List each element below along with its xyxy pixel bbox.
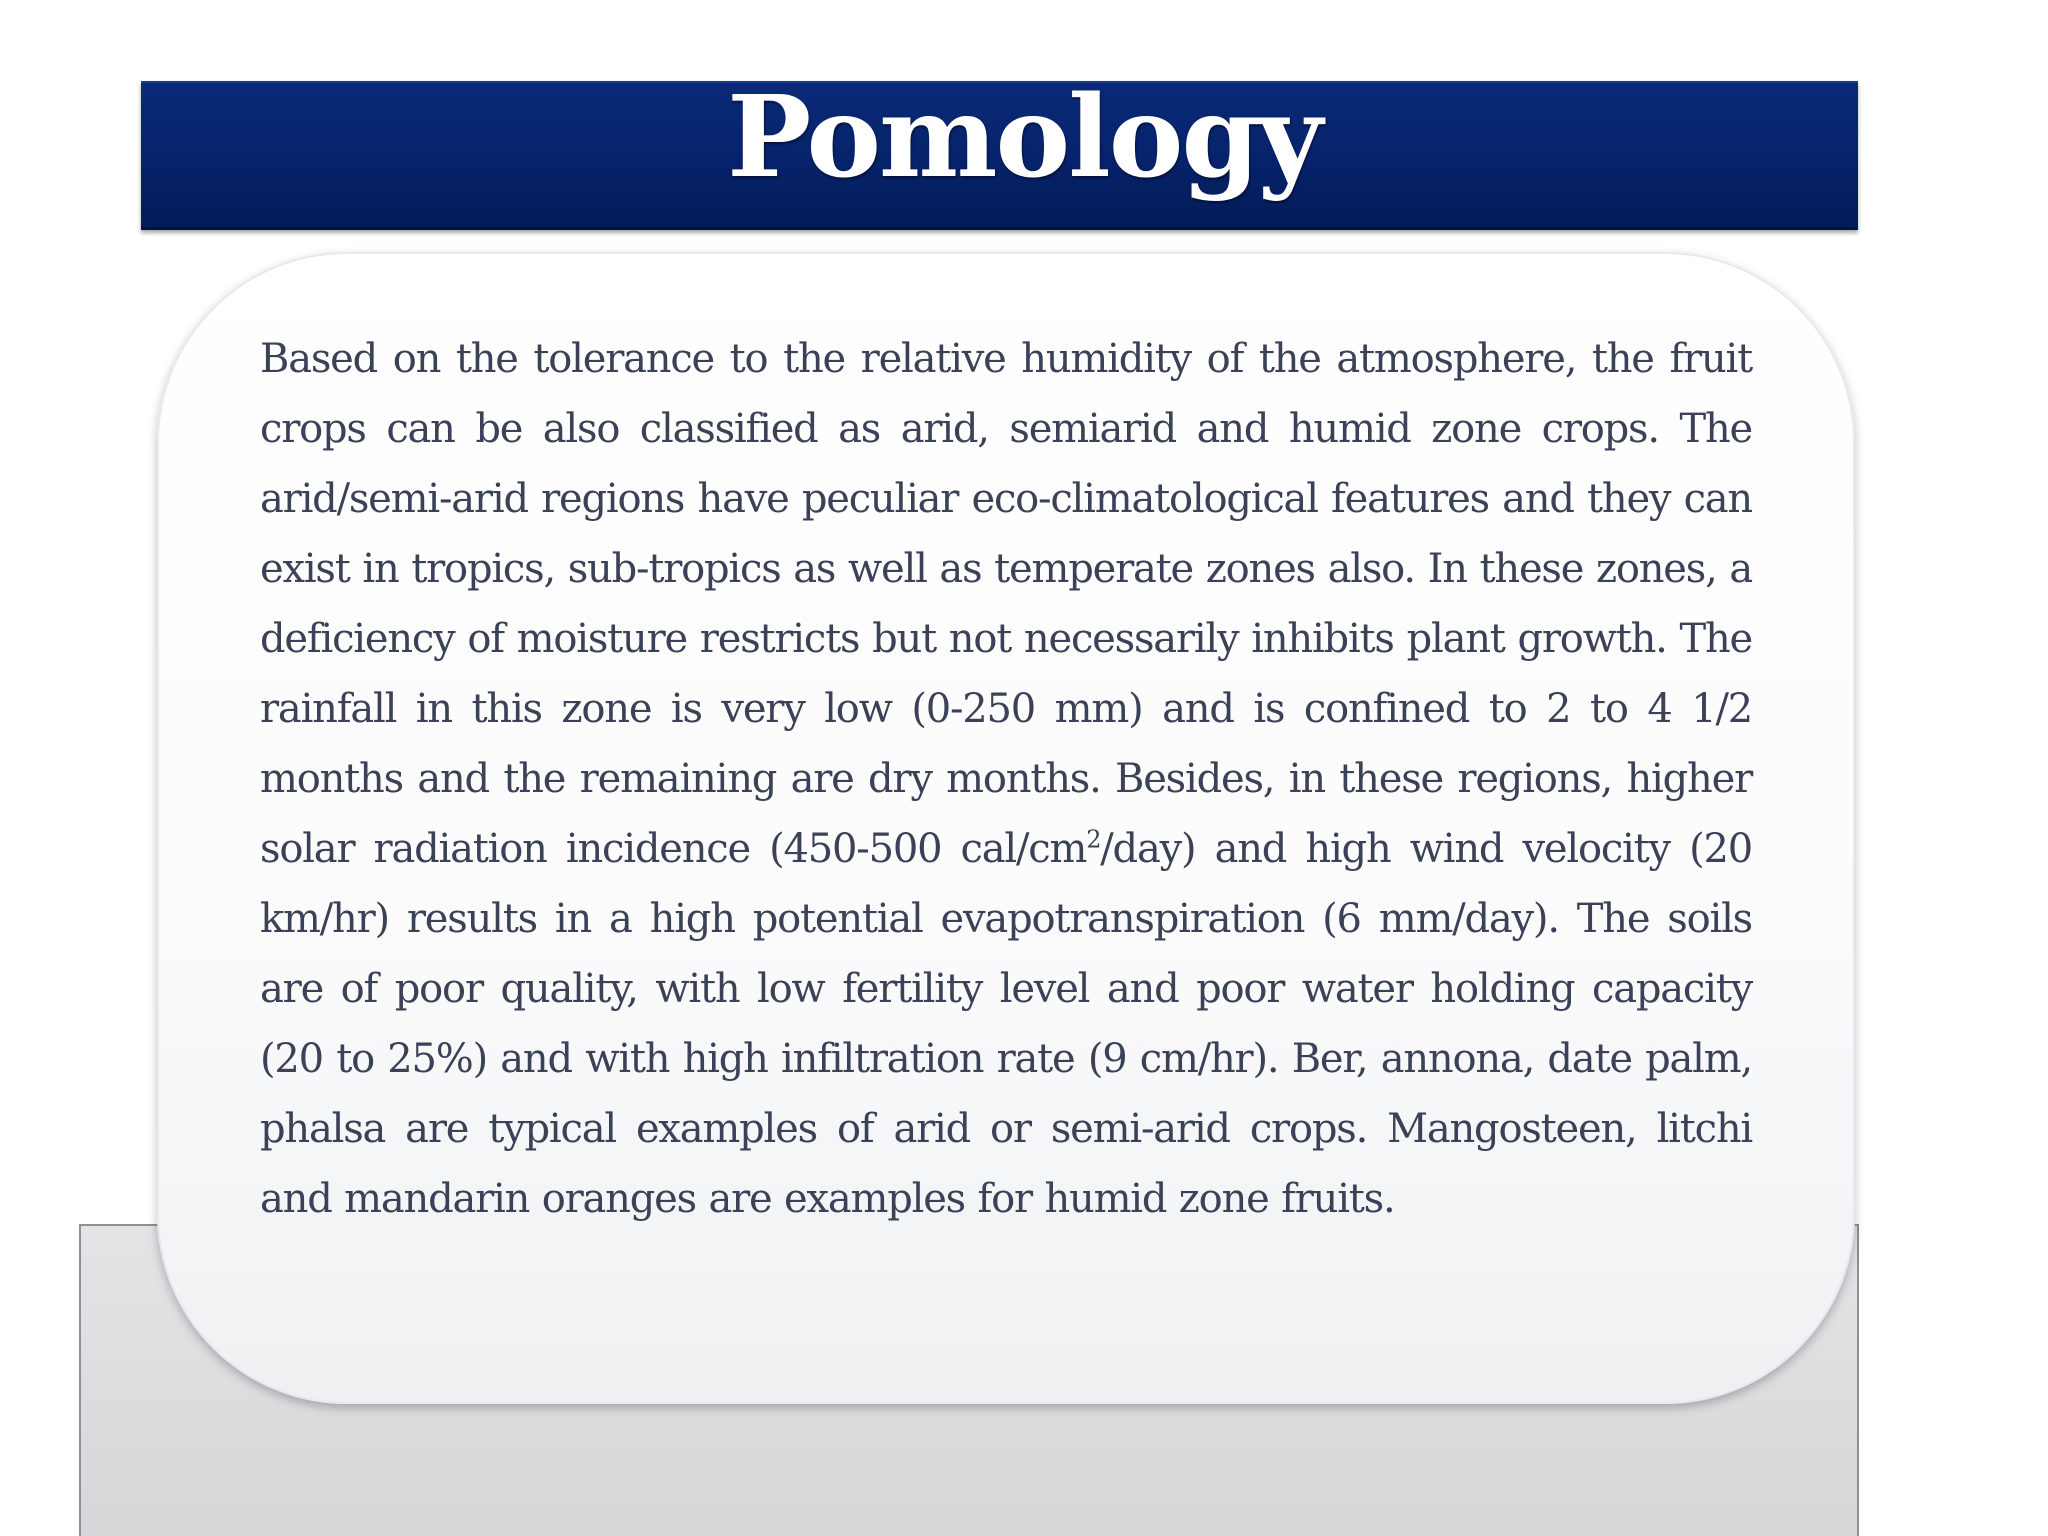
paragraph-text-part-1: Based on the tolerance to the relative humidity of the atmosphere, the fruit crops can be also classified as arid, semiarid and humid zone crops. The arid/semi-arid regions have peculiar eco-climatological features and they can exist in tropics, sub-tropics as well as temperate zones also. In these zones, a deficiency of moisture restricts but not necessarily inhibits plant growth. The rainfall in this zone is very low (0-250 mm) and is confined to 2 to 4 1/2 months and the remaining are dry months. Besides, in these regions, higher solar radiation incidence (450-500 cal/cm xyxy=(260,336,1752,872)
body-paragraph xyxy=(260,324,1752,1234)
paragraph-text-part-2: /day) and high wind velocity (20 km/hr) results in a high potential evapotranspiration (6 mm/day). The soils are of poor quality, with low fertility level and poor water holding capacity (20 to 25%) and with high infiltration rate (9 cm/hr). Ber, annona, date palm, phalsa are typical examples of arid or semi-arid crops. Mangosteen, litchi and mandarin oranges are examples for humid zone fruits. xyxy=(260,826,1752,1222)
superscript-two: 2 xyxy=(1086,825,1101,854)
slide-title: Pomology xyxy=(727,72,1321,203)
